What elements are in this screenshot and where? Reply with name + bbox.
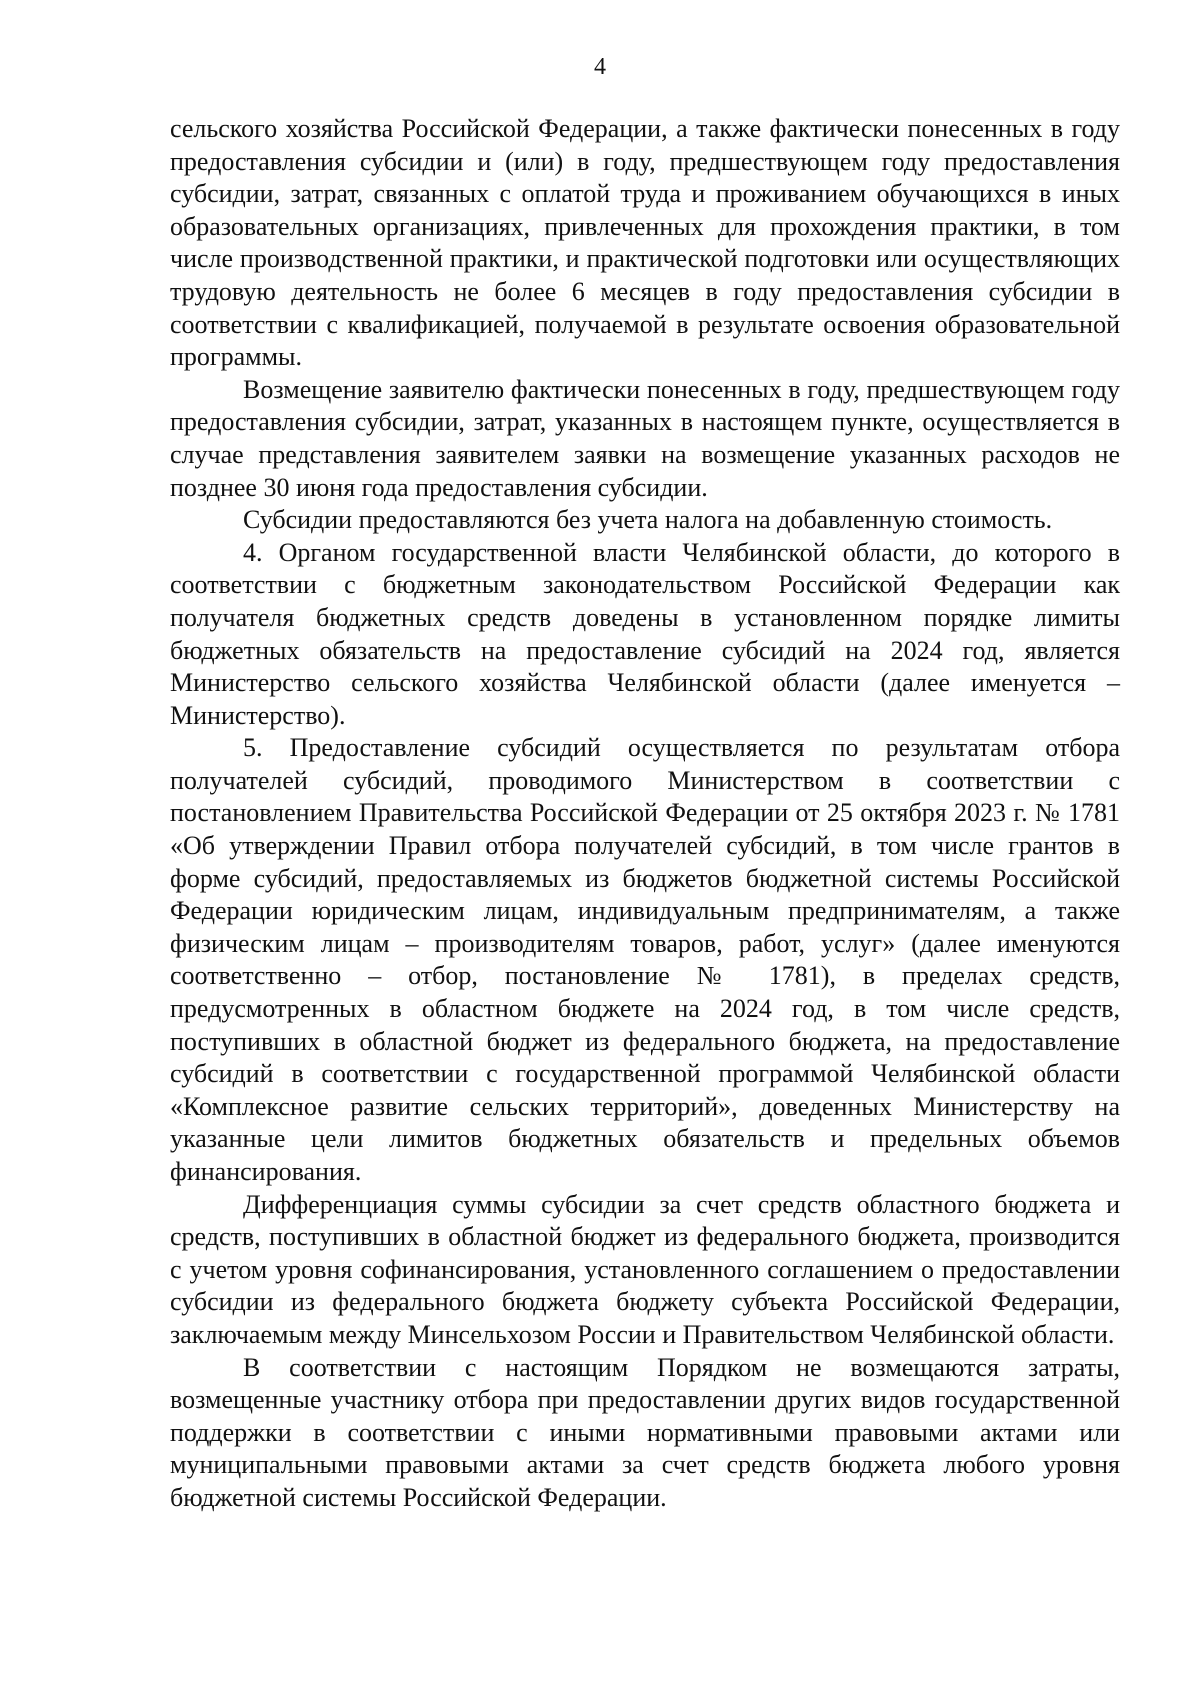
page-number: 4 bbox=[594, 54, 606, 80]
paragraph-item-4: 4. Органом государственной власти Челябинской области, до которого в соответствии с бюджетным законодательством Российской Федерации как получателя бюджетных средств доведены в установленном порядке лимиты бюджетных обязательств на предоставление субсидий на 2024 год, является Министерство сельского хозяйства Челябинской области (далее именуется – Министерство). bbox=[170, 537, 1120, 730]
paragraph-reimbursement: Возмещение заявителю фактически понесенных в году, предшествующем году предоставления субсидии, затрат, указанных в настоящем пункте, осуществляется в случае представления заявителем заявки на возмещение указанных расходов не позднее 30 июня года предоставления субсидии. bbox=[170, 374, 1120, 502]
paragraph-vat: Субсидии предоставляются без учета налога на добавленную стоимость. bbox=[243, 505, 1053, 535]
paragraph-non-reimbursable: В соответствии с настоящим Порядком не возмещаются затраты, возмещенные участнику отбора при предоставлении других видов государственной поддержки в соответствии с иными нормативными правовыми актами или муниципальными правовыми актами за счет средств бюджета любого уровня бюджетной системы Российской Федерации. bbox=[170, 1352, 1120, 1512]
paragraph-differentiation: Дифференциация суммы субсидии за счет средств областного бюджета и средств, поступивших в областной бюджет из федерального бюджета, производится с учетом уровня софинансирования, установленного соглашением о предоставлении субсидии из федерального бюджета бюджету субъекта Российской Федерации, заключаемым между Минсельхозом России и Правительством Челябинской области. bbox=[170, 1189, 1120, 1349]
paragraph-item-5: 5. Предоставление субсидий осуществляется по результатам отбора получателей субсидий, проводимого Министерством в соответствии с постановлением Правительства Российской Федерации от 25 октября 2023 г. № 1781 «Об утверждении Правил отбора получателей субсидий, в том числе грантов в форме субсидий, предоставляемых из бюджетов бюджетной системы Российской Федерации юридическим лицам, индивидуальным предпринимателям, а также физическим лицам – производителям товаров, работ, услуг» (далее именуются соответственно – отбор, постановление № 1781), в пределах средств, предусмотренных в областном бюджете на 2024 год, в том числе средств, поступивших в областной бюджет из федерального бюджета, на предоставление субсидий в соответствии с государственной программой Челябинской области «Комплексное развитие сельских территорий», доведенных Министерству на указанные цели лимитов бюджетных обязательств и предельных объемов финансирования. bbox=[170, 733, 1120, 1186]
document-body bbox=[170, 113, 1120, 1515]
paragraph-continuation: сельского хозяйства Российской Федерации, а также фактически понесенных в году предоставления субсидии и (или) в году, предшествующем году предоставления субсидии, затрат, связанных с оплатой труда и проживанием обучающихся в иных образовательных организациях, привлеченных для прохождения практики, в том числе производственной практики, и практической подготовки или осуществляющих трудовую деятельность не более 6 месяцев в году предоставления субсидии в соответствии с квалификацией, получаемой в результате освоения образовательной программы. bbox=[170, 114, 1120, 372]
